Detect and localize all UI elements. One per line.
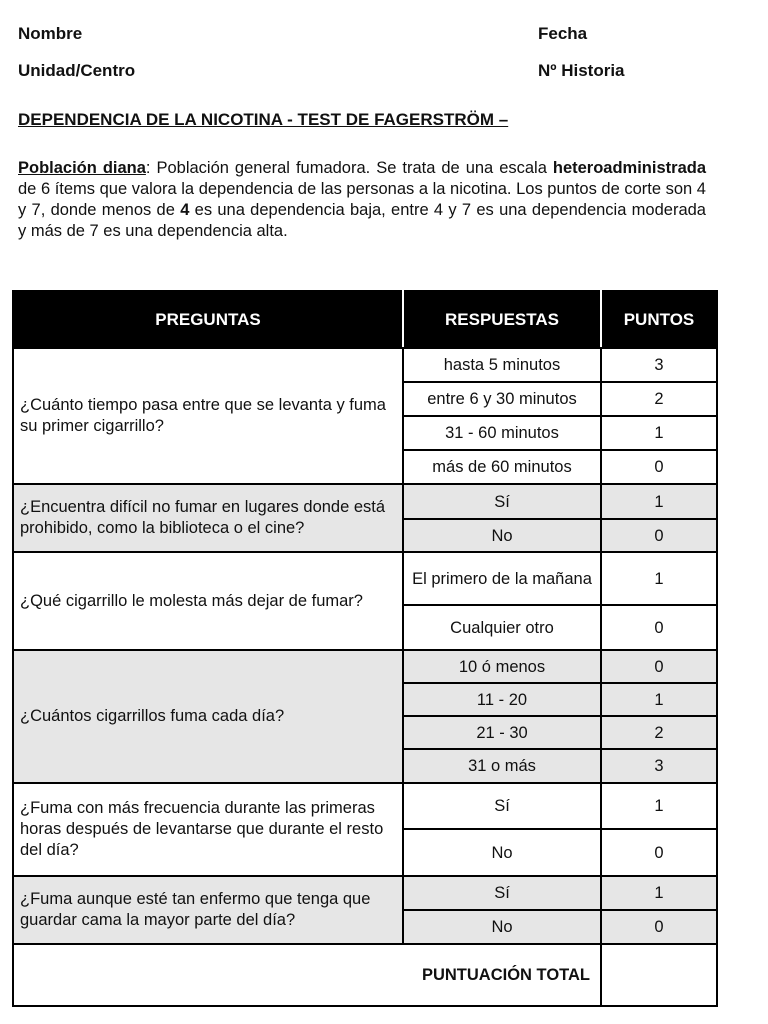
answer-points: 1 xyxy=(601,552,717,605)
table-row xyxy=(13,876,717,910)
fecha-label: Fecha xyxy=(538,24,588,43)
description-paragraph xyxy=(18,158,706,242)
answer-points: 1 xyxy=(601,416,717,450)
answer-option: No xyxy=(403,910,601,944)
description-text-1: : Población general fumadora. Se trata de una escala xyxy=(145,159,553,177)
header-respuestas: RESPUESTAS xyxy=(403,291,601,348)
answer-option: 10 ó menos xyxy=(403,650,601,683)
answer-option: Cualquier otro xyxy=(403,605,601,650)
total-score-field[interactable] xyxy=(601,944,717,1006)
question-text: ¿Encuentra difícil no fumar en lugares donde está prohibido, como la biblioteca o el cine? xyxy=(13,484,403,552)
header-preguntas: PREGUNTAS xyxy=(13,291,403,348)
answer-points: 0 xyxy=(601,605,717,650)
answer-option: No xyxy=(403,829,601,876)
nombre-label: Nombre xyxy=(18,24,83,43)
question-text: ¿Fuma aunque esté tan enfermo que tenga que guardar cama la mayor parte del día? xyxy=(13,876,403,944)
answer-points: 1 xyxy=(601,783,717,829)
description-bold-2: 4 xyxy=(180,201,190,219)
answer-option: 21 - 30 xyxy=(403,716,601,749)
answer-points: 0 xyxy=(601,519,717,552)
question-text: ¿Cuántos cigarrillos fuma cada día? xyxy=(13,650,403,783)
unidad-centro-label: Unidad/Centro xyxy=(18,61,136,80)
answer-points: 3 xyxy=(601,348,717,382)
answer-option: El primero de la mañana xyxy=(403,552,601,605)
question-text: ¿Qué cigarrillo le molesta más dejar de fumar? xyxy=(13,552,403,650)
answer-option: hasta 5 minutos xyxy=(403,348,601,382)
table-row xyxy=(13,484,717,519)
description-text-3: es una dependencia baja, entre 4 y 7 es una dependencia moderada y más de 7 es una dependencia alta. xyxy=(18,201,706,240)
total-row xyxy=(13,944,717,1006)
question-text: ¿Fuma con más frecuencia durante las primeras horas después de levantarse que durante el resto del día? xyxy=(13,783,403,876)
answer-points: 0 xyxy=(601,650,717,683)
answer-points: 0 xyxy=(601,450,717,484)
answer-option: 11 - 20 xyxy=(403,683,601,716)
answer-points: 2 xyxy=(601,716,717,749)
answer-option: Sí xyxy=(403,783,601,829)
description-text-2: de 6 ítems que valora la dependencia de las personas a la nicotina. Los puntos de corte son 4 y 7, donde menos de xyxy=(18,180,706,219)
answer-option: Sí xyxy=(403,484,601,519)
total-label: PUNTUACIÓN TOTAL xyxy=(13,944,601,1006)
description-label: Población diana xyxy=(18,159,146,177)
answer-option: más de 60 minutos xyxy=(403,450,601,484)
answer-points: 0 xyxy=(601,829,717,876)
answer-option: 31 - 60 minutos xyxy=(403,416,601,450)
answer-points: 1 xyxy=(601,876,717,910)
historia-label: Nº Historia xyxy=(538,61,625,80)
question-text: ¿Cuánto tiempo pasa entre que se levanta y fuma su primer cigarrillo? xyxy=(13,348,403,484)
description-bold-1: heteroadministrada xyxy=(552,159,706,177)
table-row xyxy=(13,650,717,683)
answer-points: 1 xyxy=(601,484,717,519)
table-row xyxy=(13,552,717,605)
answer-points: 0 xyxy=(601,910,717,944)
answer-points: 3 xyxy=(601,749,717,783)
answer-points: 2 xyxy=(601,382,717,416)
fagerstrom-table xyxy=(12,290,718,1007)
table-row xyxy=(13,783,717,829)
answer-option: 31 o más xyxy=(403,749,601,783)
document-title: DEPENDENCIA DE LA NICOTINA - TEST DE FAGERSTRÖM – xyxy=(18,110,509,129)
answer-option: Sí xyxy=(403,876,601,910)
header-puntos: PUNTOS xyxy=(601,291,717,348)
answer-option: entre 6 y 30 minutos xyxy=(403,382,601,416)
table-row xyxy=(13,348,717,382)
answer-points: 1 xyxy=(601,683,717,716)
answer-option: No xyxy=(403,519,601,552)
